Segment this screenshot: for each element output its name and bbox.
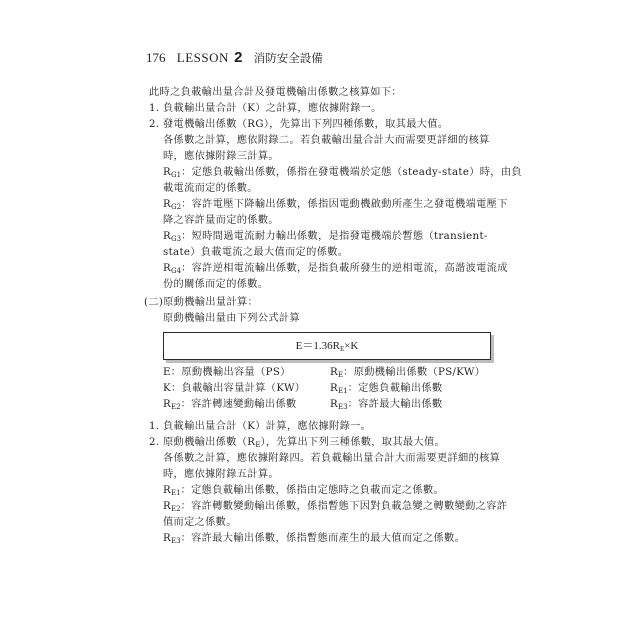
symbol: R <box>330 367 339 378</box>
definition-text: ：原動機輸出係數（PS/KW） <box>343 367 486 378</box>
formula-right: ×K <box>344 340 359 352</box>
section-heading: (二)原動機輸出量計算： <box>144 297 259 308</box>
symbol-subscript: E1 <box>338 387 348 395</box>
paragraph-line: 載電流而定的係數。 <box>163 183 258 194</box>
symbol: K <box>163 383 171 394</box>
symbol-r: R <box>163 485 172 496</box>
paragraph-line: 各係數之計算，應依據附錄四。若負載輸出量合計大而需要更詳細的核算 <box>163 453 501 464</box>
chapter-title: 消防安全設備 <box>253 51 323 65</box>
definition-rg3 <box>163 230 488 244</box>
definition-text: ：容許電壓下降輸出係數，係指因電動機啟動所產生之發電機端電壓下 <box>181 199 508 210</box>
definition-text: ：容許轉數變動輸出係數，係指暫態下因對負載急變之轉數變動之容許 <box>180 501 508 512</box>
item-1-load-output: 1. 負載輸出量合計（K）之計算，應依據附錄一。 <box>149 103 382 114</box>
formula-subscript: E <box>339 345 345 353</box>
intro-line: 此時之負載輸出量合計及發電機輸出係數之核算如下： <box>149 87 402 98</box>
item-text: ），先算出下列三種係數，取其最大值。 <box>260 437 446 448</box>
definition-text: ：容許最大輸出係數 <box>347 399 443 410</box>
section-intro: 原動機輸出量由下列公式計算 <box>163 313 300 324</box>
definition-rg4 <box>163 262 508 276</box>
paragraph-line: state）負載電流之最大值而定的係數。 <box>163 247 349 258</box>
formula <box>164 339 490 353</box>
symbol-subscript: E3 <box>338 403 348 411</box>
symbol-subscript: E3 <box>171 537 181 545</box>
definition-text: ：定態負載輸出係數，係指由定態時之負載而定之係數。 <box>180 485 445 496</box>
definition-k <box>163 382 305 396</box>
symbol-r: R <box>163 533 172 544</box>
lesson-number: 2 <box>234 49 243 66</box>
symbol-r: R <box>163 263 172 274</box>
paragraph-line: 份的關係而定的係數。 <box>163 279 269 290</box>
symbol-r: R <box>163 199 172 210</box>
symbol: E <box>163 367 171 378</box>
definition-re1 <box>330 382 442 396</box>
paragraph-line: 降之容許量而定的係數。 <box>163 215 279 226</box>
definition-text: ：負載輸出容量計算（KW） <box>170 383 306 394</box>
definition-text: ：定態負載輸出係數，係指在發電機端於定態（steady-state）時，由負 <box>181 167 522 178</box>
symbol-subscript: G3 <box>171 235 182 243</box>
paragraph-line: 時，應依據附錄五計算。 <box>163 469 279 480</box>
symbol-subscript: E <box>255 441 261 449</box>
symbol-subscript: G2 <box>171 203 182 211</box>
definition-text: ：容許轉速變動輸出係數 <box>180 399 297 410</box>
symbol-subscript: G1 <box>171 171 182 179</box>
lesson-label: LESSON <box>176 50 229 65</box>
definition-rg1 <box>163 166 522 180</box>
definition-e <box>163 366 291 380</box>
page-header <box>146 50 323 66</box>
symbol-subscript: G4 <box>171 267 182 275</box>
symbol-r: R <box>163 501 172 512</box>
definition-rg2 <box>163 198 508 212</box>
item-2-engine-factor <box>149 436 445 450</box>
definition-re3-detail <box>163 532 465 546</box>
paragraph-line: 各係數之計算，應依附錄二。若負載輸出量合計大而需要更詳細的核算 <box>163 135 490 146</box>
item-text: 2. 原動機輸出係數（R <box>149 437 256 448</box>
symbol: R <box>330 383 339 394</box>
definition-re2 <box>163 398 297 412</box>
definition-text: ：定態負載輸出係數 <box>347 383 443 394</box>
paragraph-line: 值而定之係數。 <box>163 517 237 528</box>
symbol-r: R <box>163 231 172 242</box>
definition-text: ：原動機輸出容量（PS） <box>170 367 291 378</box>
definition-text: ：容許逆相電流輸出係數，是指負載所發生的逆相電流，高諧波電流成 <box>181 263 508 274</box>
symbol-subscript: E <box>338 371 344 379</box>
symbol-subscript: E1 <box>171 489 181 497</box>
formula-box <box>163 332 491 360</box>
symbol: R <box>330 399 339 410</box>
symbol: R <box>163 399 172 410</box>
definition-text: ：容許最大輸出係數，係指暫態而產生的最大值而定之係數。 <box>180 533 466 544</box>
definition-text: ：短時間過電流耐力輸出係數，是指發電機端於暫態（transient- <box>181 231 488 242</box>
definition-re3 <box>330 398 442 412</box>
item-2-generator-factor: 2. 發電機輸出係數（RG），先算出下列四種係數，取其最大值。 <box>149 119 449 130</box>
symbol-r: R <box>163 167 172 178</box>
page-number: 176 <box>146 50 166 65</box>
symbol-subscript: E2 <box>171 403 181 411</box>
definition-re2-detail <box>163 500 507 514</box>
symbol-subscript: E2 <box>171 505 181 513</box>
item-1-load-output: 1. 負載輸出量合計（K）計算，應依據附錄一。 <box>149 421 372 432</box>
formula-left: E＝1.36R <box>295 340 340 352</box>
definition-re1-detail <box>163 484 444 498</box>
paragraph-line: 時，應依據附錄三計算。 <box>163 151 279 162</box>
definition-re <box>330 366 485 380</box>
